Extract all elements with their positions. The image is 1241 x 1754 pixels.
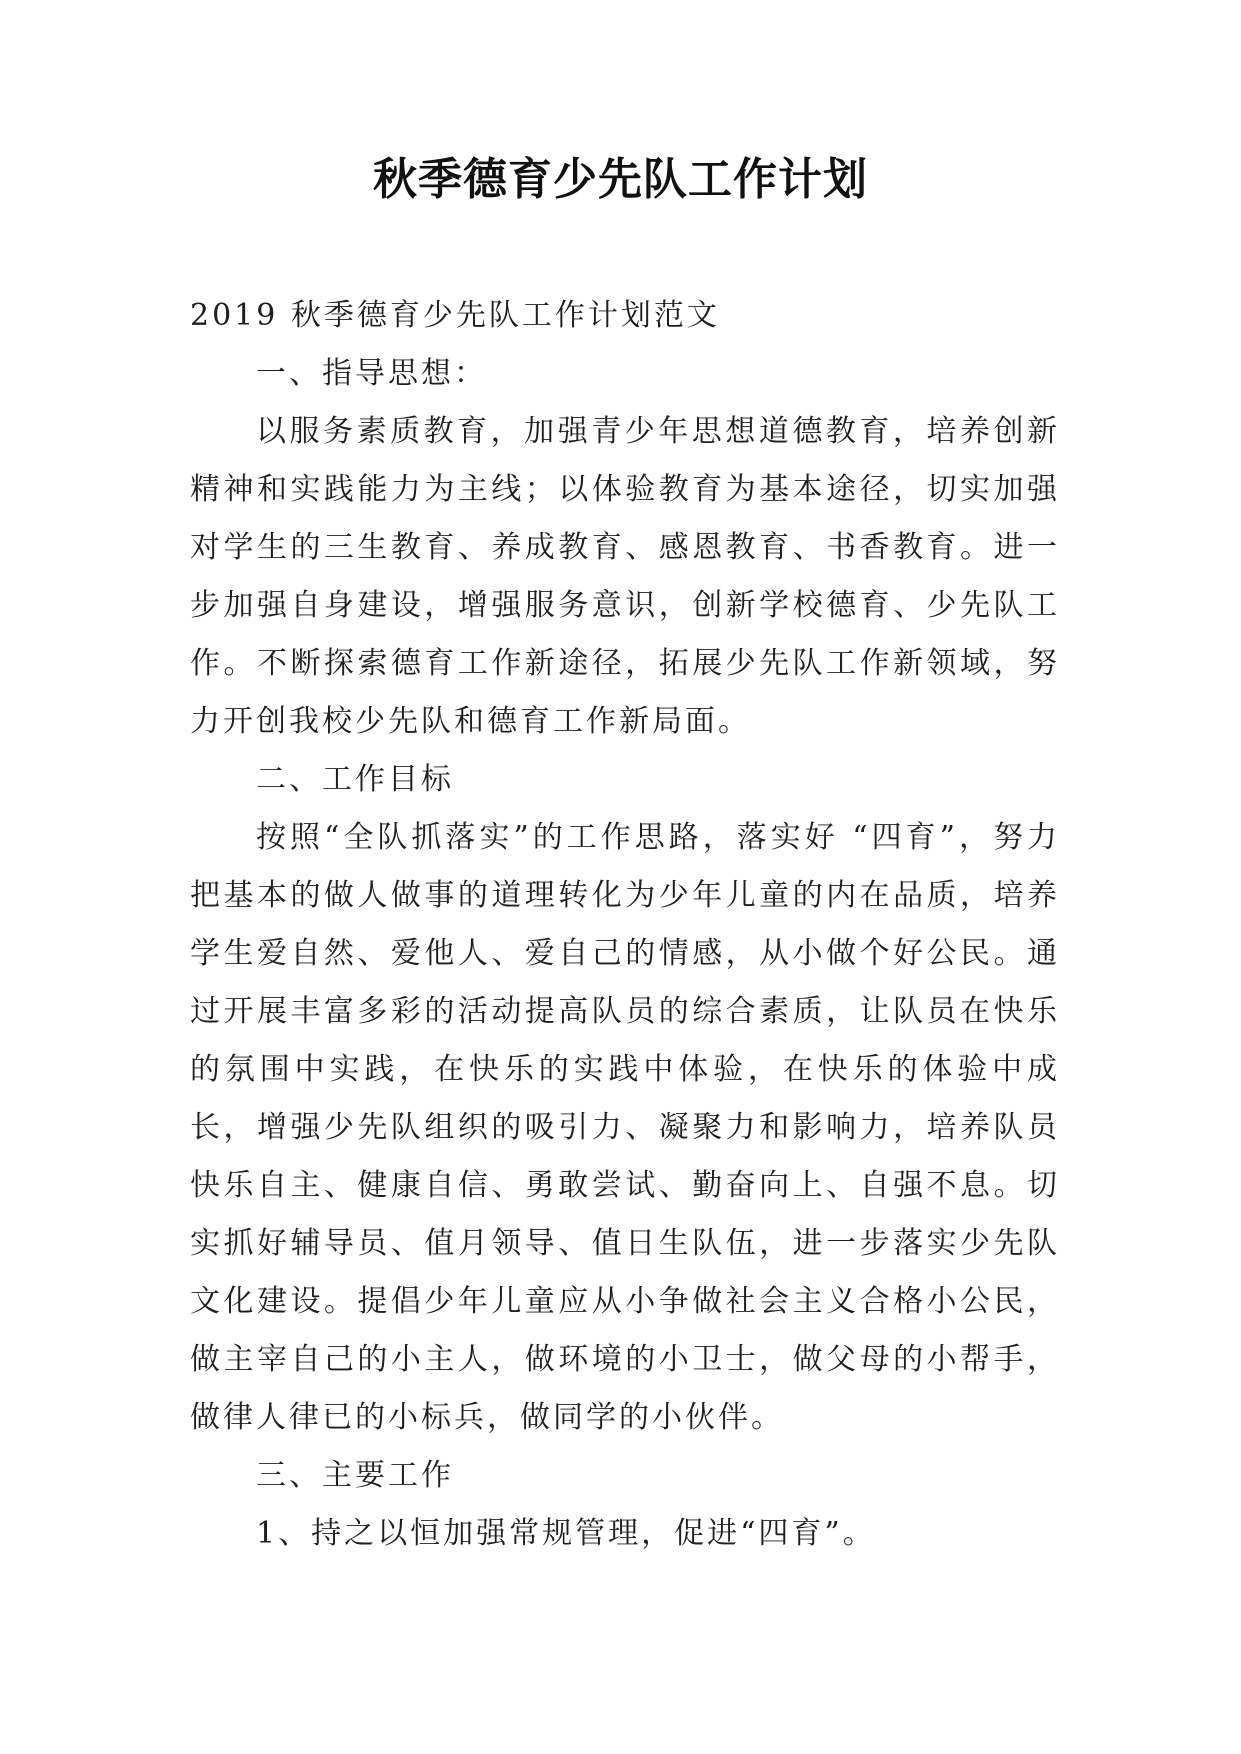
paragraph-work-goals: 按照“全队抓落实”的工作思路，落实好 “四育”，努力把基本的做人做事的道理转化为少年儿童的内在品质，培养学生爱自然、爱他人、爱自己的情感，从小做个好公民。通过开展丰富多彩的活动提高队员的综合素质，让队员在快乐的氛围中实践，在快乐的实践中体验，在快乐的体验中成长，增强少先队组织的吸引力、凝聚力和影响力，培养队员快乐自主、健康自信、勇敢尝试、勤奋向上、自强不息。切实抓好辅导员、值月领导、值日生队伍，进一步落实少先队文化建设。提倡少年儿童应从小争做社会主义合格小公民，做主宰自己的小主人，做环境的小卫士，做父母的小帮手，做律人律已的小标兵，做同学的小伙伴。 — [190, 820, 1060, 1435]
section-heading-work-goals: 二、工作目标 — [256, 762, 454, 797]
section-heading-main-work: 三、主要工作 — [256, 1458, 454, 1493]
paragraph-guiding-thought: 以服务素质教育，加强青少年思想道德教育，培养创新精神和实践能力为主线；以体验教育为基本途径，切实加强对学生的三生教育、养成教育、感恩教育、书香教育。进一步加强自身建设，增强服务意识，创新学校德育、少先队工作。不断探索德育工作新途径，拓展少先队工作新领域，努力开创我校少先队和德育工作新局面。 — [190, 414, 1060, 739]
document-subtitle: 2019 秋季德育少先队工作计划范文 — [190, 298, 720, 333]
section-heading-guiding-thought: 一、指导思想： — [256, 356, 487, 391]
list-item-main-work-1: 1、持之以恒加强常规管理，促进“四育”。 — [256, 1516, 876, 1551]
document-body — [190, 287, 1060, 1563]
document-title: 秋季德育少先队工作计划 — [373, 154, 868, 205]
